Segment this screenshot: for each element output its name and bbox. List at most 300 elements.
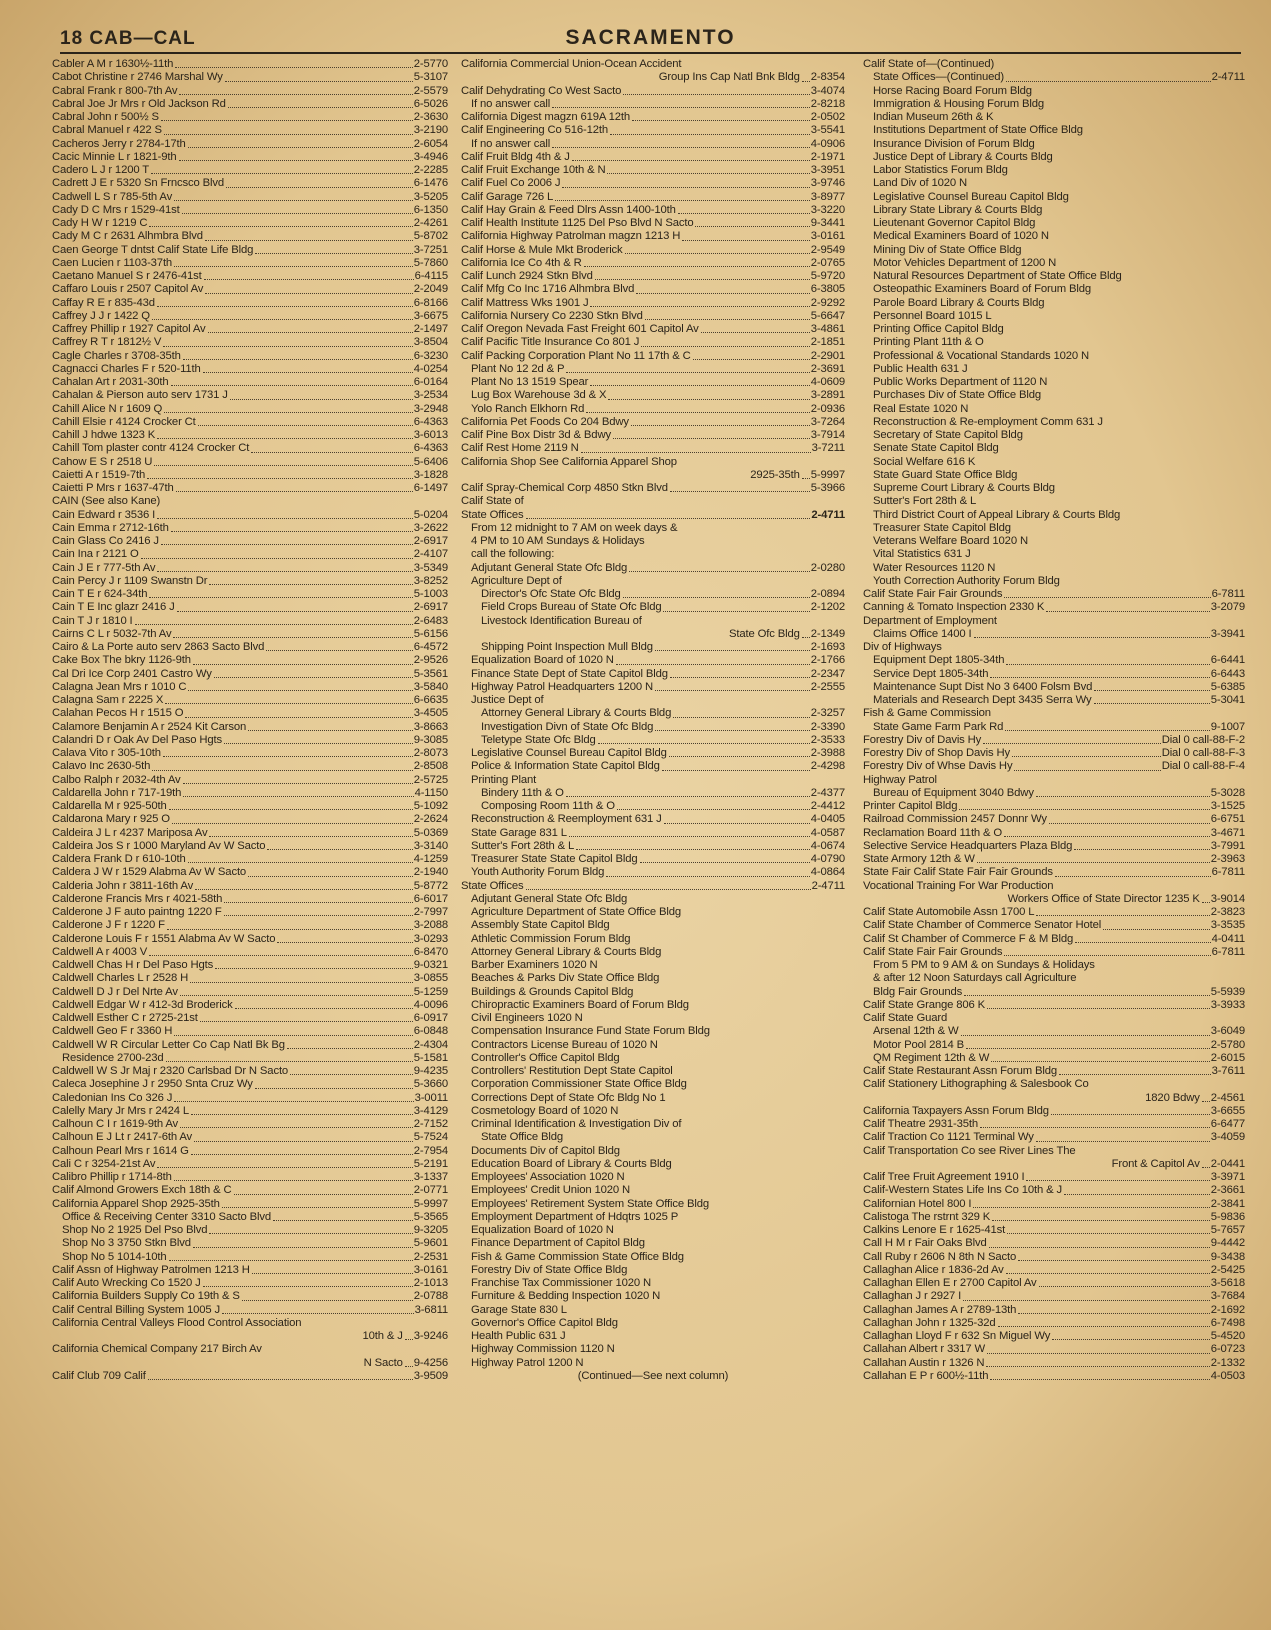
listing-heading: [863, 350, 1245, 363]
listing-name: Agriculture Dept of: [471, 574, 562, 587]
phone-number: 3-8663: [413, 720, 448, 733]
dot-leader: [664, 813, 810, 823]
listing-name: Caldarella John r 717-19th: [52, 786, 182, 799]
dot-leader: [248, 866, 413, 876]
listing-name: Medical Examiners Board of 1020 N: [873, 230, 1049, 243]
phone-number: 5-0369: [413, 826, 448, 839]
phone-number: 3-5205: [413, 190, 448, 203]
listing-entry: [52, 575, 448, 588]
listing-name: Claims Office 1400 I: [873, 627, 972, 640]
listing-name: Cacic Minnie L r 1821-9th: [52, 150, 177, 163]
listing-name: (Continued—See next column): [577, 1369, 729, 1382]
listing-entry: [863, 694, 1245, 707]
listing-entry: [461, 283, 845, 296]
listing-heading: [461, 456, 845, 469]
listing-entry: [52, 615, 448, 628]
listing-name: Beaches & Parks Div State Office Bldg: [471, 972, 660, 985]
listing-entry: [52, 1251, 448, 1264]
listing-name: Institutions Department of State Office Bldg: [873, 124, 1083, 137]
dot-leader: [566, 787, 810, 797]
listing-name: If no answer call: [471, 137, 551, 150]
listing-entry: [461, 85, 845, 98]
dot-leader: [980, 1118, 1210, 1128]
listing-name: Caldwell Esther C r 2725-21st: [52, 1012, 198, 1024]
listing-name: Garage State 830 L: [471, 1303, 567, 1316]
phone-number: 2-3630: [413, 111, 448, 123]
listing-heading: [863, 230, 1245, 243]
dot-leader: [1014, 760, 1160, 770]
phone-number: 2-4107: [413, 548, 448, 561]
phone-number: 2-3988: [810, 747, 845, 759]
phone-number: 6-4363: [413, 442, 448, 455]
listing-heading: [863, 959, 1245, 972]
phone-number: 2-3691: [810, 362, 845, 375]
listing-name: Caldwell D J r Del Nrte Av: [52, 985, 178, 998]
phone-number: 3-3220: [810, 203, 845, 216]
listing-entry: [461, 350, 845, 363]
phone-number: 2-2049: [413, 283, 448, 296]
listing-heading: [863, 403, 1245, 416]
listing-name: Veterans Welfare Board 1020 N: [873, 535, 1028, 547]
dot-leader: [194, 1131, 413, 1141]
dot-leader: [606, 866, 810, 876]
listing-name: Calif Oregon Nevada Fast Freight 601 Capitol Av: [461, 323, 699, 335]
listing-name: Cairns C L r 5032-7th Av: [52, 627, 172, 640]
listing-heading: [863, 522, 1245, 535]
listing-name: Calif Lunch 2924 Stkn Blvd: [461, 270, 593, 282]
listing-name: Cahill J hdwe 1323 K: [52, 429, 156, 441]
listing-heading: [461, 1343, 845, 1356]
dot-leader: [222, 1304, 414, 1314]
phone-number: 2-5725: [413, 773, 448, 786]
phone-number: 3-6049: [1210, 1025, 1245, 1038]
listing-name: Calif St Chamber of Commerce F & M Bldg: [863, 932, 1074, 945]
phone-number: 9-1007: [1210, 720, 1245, 733]
dot-leader: [1018, 1304, 1209, 1314]
dot-leader: [169, 800, 413, 810]
listing-name: Caldwell Charles L r 2528 H: [52, 972, 189, 985]
directory-column-1: [52, 58, 448, 1383]
listing-heading: [863, 389, 1245, 402]
phone-number: 2-9549: [810, 243, 845, 256]
dot-leader: [623, 85, 809, 95]
dot-leader: [226, 177, 413, 187]
listing-name: Police & Information State Capitol Bldg: [471, 760, 660, 773]
listing-entry: [52, 1184, 448, 1197]
listing-heading: [461, 972, 845, 985]
listing-name: Caledonian Ins Co 326 J: [52, 1091, 173, 1104]
listing-name: Calelly Mary Jr Mrs r 2424 L: [52, 1104, 190, 1117]
listing-name: Shop No 5 1014-10th: [62, 1250, 167, 1263]
phone-number: 3-4671: [1210, 826, 1245, 839]
listing-heading: [863, 641, 1245, 654]
listing-heading: [461, 1145, 845, 1158]
listing-name: Department of Employment: [863, 614, 997, 627]
listing-name: Water Resources 1120 N: [873, 561, 996, 574]
listing-entry: [461, 336, 845, 349]
dot-leader: [655, 641, 810, 651]
listing-entry: [52, 376, 448, 389]
listing-entry: [52, 972, 448, 985]
listing-entry: [461, 482, 845, 495]
listing-entry: [52, 403, 448, 416]
phone-number: 5-9601: [413, 1237, 448, 1250]
listing-heading: [863, 217, 1245, 230]
listing-heading: [863, 58, 1245, 71]
listing-name: Cabot Christine r 2746 Marshal Wy: [52, 71, 223, 84]
dot-leader: [1055, 866, 1211, 876]
phone-number: 2-4711: [811, 508, 845, 521]
listing-entry: [863, 1330, 1245, 1343]
listing-heading: [461, 1092, 845, 1105]
listing-name: Cabral Manuel r 422 S: [52, 124, 162, 137]
listing-name: Forestry Div of Whse Davis Hy: [863, 760, 1013, 773]
listing-entry: [52, 1025, 448, 1038]
listing-heading: [863, 323, 1245, 336]
listing-name: Cahill Tom plaster contr 4124 Crocker Ct: [52, 442, 250, 455]
listing-entry: [52, 1224, 448, 1237]
listing-name: Plant No 13 1519 Spear: [471, 376, 589, 388]
listing-entry: [461, 840, 845, 853]
listing-heading: [461, 1012, 845, 1025]
listing-entry: [461, 257, 845, 270]
listing-entry: [52, 1277, 448, 1290]
listing-name: Group Ins Cap Natl Bnk Bldg: [658, 71, 800, 84]
phone-number: 2-1349: [810, 627, 845, 640]
listing-name: Calif State Guard: [863, 1012, 948, 1024]
phone-number: 3-0011: [414, 1091, 448, 1104]
dot-leader: [405, 1330, 413, 1340]
dot-leader: [632, 111, 810, 121]
dot-leader: [1006, 1264, 1210, 1274]
listing-entry: [52, 800, 448, 813]
listing-entry: [461, 164, 845, 177]
listing-name: California Pet Foods Co 204 Bdwy: [461, 415, 629, 428]
listing-name: Calif State Chamber of Commerce Senator Hotel: [863, 919, 1102, 932]
listing-entry: [863, 1277, 1245, 1290]
listing-name: Calderia John r 3811-16th Av: [52, 879, 194, 892]
listing-name: Calif State Fair Fair Grounds: [863, 588, 1003, 600]
listing-name: Cady D C Mrs r 1529-41st: [52, 203, 180, 216]
phone-number: 3-2088: [413, 919, 448, 932]
listing-entry: [863, 628, 1245, 641]
listing-name: CAIN (See also Kane): [52, 495, 161, 508]
listing-entry: [863, 681, 1245, 694]
listing-entry: [863, 1105, 1245, 1118]
phone-number: 2-6917: [413, 535, 448, 547]
dot-leader: [193, 654, 413, 664]
dot-leader: [963, 1290, 1210, 1300]
phone-number: 2-1013: [413, 1277, 448, 1289]
dot-leader: [1005, 721, 1209, 731]
dot-leader: [1103, 919, 1210, 929]
listing-name: 10th & J: [362, 1330, 403, 1342]
listing-name: Attorney General Library & Courts Bldg: [471, 945, 662, 958]
listing-name: Cain T E Inc glazr 2416 J: [52, 601, 175, 614]
listing-name: Calif Mattress Wks 1901 J: [461, 296, 589, 309]
listing-heading: [461, 1158, 845, 1171]
listing-entry: [461, 111, 845, 124]
dot-leader: [183, 787, 413, 797]
phone-number: 3-5618: [1210, 1277, 1245, 1289]
listing-entry: [461, 853, 845, 866]
dot-leader: [230, 389, 413, 399]
listing-name: Caldeira Jos S r 1000 Maryland Av W Sacto: [52, 839, 266, 852]
listing-name: Justice Dept of: [471, 694, 544, 706]
listing-name: Calif Health Institute 1125 Del Pso Blvd N Sacto: [461, 217, 694, 229]
listing-name: Call Ruby r 2606 N 8th N Sacto: [863, 1250, 1017, 1263]
dot-leader: [1075, 933, 1210, 943]
dot-leader: [165, 694, 412, 704]
listing-name: Bindery 11th & O: [481, 786, 564, 799]
dot-leader: [1051, 1105, 1210, 1115]
phone-number: 2-9292: [810, 296, 845, 309]
listing-name: Fish & Game Commission State Office Bldg: [471, 1250, 684, 1263]
dot-leader: [641, 336, 809, 346]
phone-number: 2-7152: [413, 1118, 448, 1130]
listing-entry: [461, 880, 845, 893]
listing-entry: [52, 509, 448, 522]
listing-entry: [461, 98, 845, 111]
listing-name: Calkins Lenore E r 1625-41st: [863, 1224, 1006, 1236]
listing-name: Corporation Commissioner State Office Bldg: [471, 1078, 687, 1091]
listing-entry: [52, 1357, 448, 1370]
dot-leader: [167, 919, 413, 929]
listing-name: Natural Resources Department of State Office Bldg: [873, 270, 1122, 282]
listing-name: Calif State Restaurant Assn Forum Bldg: [863, 1065, 1057, 1077]
listing-entry: [52, 588, 448, 601]
listing-name: Caldwell Chas H r Del Paso Hgts: [52, 959, 214, 971]
phone-number: 6-6477: [1210, 1118, 1245, 1130]
listing-heading: [863, 244, 1245, 257]
listing-name: Athletic Commission Forum Bldg: [471, 932, 631, 945]
phone-number: 5-3966: [810, 482, 845, 494]
phone-number: 2-3963: [1210, 853, 1245, 865]
phone-number: 6-8166: [413, 296, 448, 309]
listing-heading: [863, 85, 1245, 98]
dot-leader: [228, 98, 413, 108]
listing-name: Callaghan Alice r 1836-2d Av: [863, 1263, 1004, 1276]
listing-entry: [461, 442, 845, 455]
listing-name: Cain Emma r 2712-16th: [52, 521, 169, 534]
phone-number: 2-5780: [1210, 1038, 1245, 1051]
listing-entry: [52, 760, 448, 773]
listing-entry: [52, 336, 448, 349]
listing-heading: [863, 416, 1245, 429]
listing-name: Calif Assn of Highway Patrolmen 1213 H: [52, 1263, 250, 1276]
listing-name: Caietti P Mrs r 1637-47th: [52, 482, 174, 494]
dot-leader: [964, 986, 1210, 996]
listing-entry: [52, 1211, 448, 1224]
listing-name: Calderone J F r 1220 F: [52, 919, 165, 932]
listing-name: Shop No 3 3750 Stkn Blvd: [62, 1237, 191, 1250]
listing-name: Cahalan Art r 2031-30th: [52, 376, 169, 388]
listing-name: Vocational Training For War Production: [863, 879, 1054, 892]
dot-leader: [195, 880, 413, 890]
listing-name: 1820 Bdwy: [1145, 1091, 1200, 1104]
listing-entry: [52, 853, 448, 866]
listing-name: Selective Service Headquarters Plaza Bldg: [863, 839, 1073, 852]
listing-name: Cadero L J r 1200 T: [52, 164, 149, 176]
phone-number: 6-1476: [413, 177, 448, 190]
listing-entry: [863, 747, 1245, 760]
listing-name: Callaghan Ellen E r 2700 Capitol Av: [863, 1277, 1037, 1289]
listing-name: California Commercial Union-Ocean Accident: [461, 58, 682, 70]
listing-entry: [863, 601, 1245, 614]
dot-leader: [164, 124, 413, 134]
phone-number: 5-7860: [413, 256, 448, 269]
listing-name: Investigation Divn of State Ofc Bldg: [481, 720, 654, 733]
dot-leader: [802, 469, 810, 479]
listing-name: Senate State Capitol Bldg: [873, 442, 999, 455]
phone-number: 3-6811: [414, 1303, 448, 1316]
listing-entry: [461, 588, 845, 601]
phone-number: 4-0674: [810, 839, 845, 852]
listing-name: Parole Board Library & Courts Bldg: [873, 296, 1045, 309]
listing-name: Cain Ina r 2121 O: [52, 548, 139, 561]
listing-name: Cahow E S r 2518 U: [52, 455, 153, 468]
listing-heading: [863, 310, 1245, 323]
phone-number: 3-3951: [810, 164, 845, 176]
listing-heading: [863, 336, 1245, 349]
listing-name: Assembly State Capitol Bldg: [471, 919, 610, 932]
listing-entry: [461, 297, 845, 310]
dot-leader: [576, 840, 810, 850]
phone-number: 4-0864: [810, 866, 845, 879]
listing-name: Third District Court of Appeal Library & Courts Bldg: [873, 508, 1121, 521]
dot-leader: [1046, 601, 1210, 611]
phone-number: 5-8772: [413, 879, 448, 892]
listing-name: Caldeira J L r 4237 Mariposa Av: [52, 826, 208, 839]
dot-leader: [147, 469, 413, 479]
dot-leader: [183, 350, 413, 360]
dot-leader: [182, 204, 413, 214]
dot-leader: [161, 111, 413, 121]
listing-name: Equalization Board of 1020 N: [471, 1224, 614, 1236]
listing-name: Cake Box The bkry 1126-9th: [52, 654, 191, 667]
listing-entry: [52, 562, 448, 575]
listing-name: Chiropractic Examiners Board of Forum Bldg: [471, 998, 689, 1011]
listing-name: Controllers' Restitution Dept State Capitol: [471, 1065, 673, 1077]
listing-name: Callahan Albert r 3317 W: [863, 1343, 985, 1356]
listing-name: Highway Patrol 1200 N: [471, 1356, 584, 1369]
dot-leader: [555, 191, 810, 201]
listing-heading: [461, 919, 845, 932]
dot-leader: [569, 827, 810, 837]
phone-number: 2-9526: [413, 654, 448, 667]
dot-leader: [566, 363, 809, 373]
listing-name: State Offices: [461, 508, 524, 521]
listing-entry: [863, 1343, 1245, 1356]
phone-number: 3-2534: [413, 389, 448, 402]
phone-number: 5-6406: [413, 455, 448, 468]
listing-name: Calif Hay Grain & Feed Dlrs Assn 1400-10th: [461, 203, 676, 216]
listing-name: Cabral Frank r 800-7th Av: [52, 84, 178, 97]
listing-name: Adjutant General State Ofc Bldg: [471, 561, 628, 574]
listing-name: Cady M C r 2631 Alhmbra Blvd: [52, 230, 203, 243]
phone-number: 3-9746: [810, 177, 845, 190]
dot-leader: [152, 310, 413, 320]
phone-number: 2-7954: [413, 1144, 448, 1157]
phone-number: 2-8218: [810, 97, 845, 110]
listing-heading: [863, 456, 1245, 469]
phone-number: 6-6441: [1210, 654, 1245, 667]
listing-name: Reconstruction & Re-employment Comm 631 J: [873, 415, 1103, 428]
phone-number: 4-0096: [413, 998, 448, 1011]
listing-heading: [863, 376, 1245, 389]
listing-entry: [461, 734, 845, 747]
listing-entry: [461, 270, 845, 283]
listing-entry: [52, 58, 448, 71]
listing-entry: [863, 654, 1245, 667]
listing-entry: [461, 601, 845, 614]
dot-leader: [1007, 1224, 1210, 1234]
listing-heading: [461, 1251, 845, 1264]
listing-entry: [461, 429, 845, 442]
listing-name: Caldwell Edgar W r 412-3d Broderick: [52, 998, 233, 1011]
listing-name: Sutter's Fort 28th & L: [471, 839, 575, 852]
listing-name: Cain Glass Co 2416 J: [52, 535, 159, 547]
directory-column-2: [461, 58, 845, 1383]
listing-name: Employees' Retirement System State Office Bldg: [471, 1197, 710, 1210]
phone-number: 4-0405: [810, 813, 845, 826]
phone-number: 5-9836: [1210, 1210, 1245, 1223]
dot-leader: [1202, 893, 1210, 903]
listing-heading: [461, 615, 845, 628]
listing-heading: [863, 615, 1245, 628]
listing-name: Cahill Elsie r 4124 Crocker Ct: [52, 415, 196, 428]
phone-number: 5-6156: [413, 627, 448, 640]
listing-entry: [52, 1105, 448, 1118]
phone-number: 3-7684: [1210, 1290, 1245, 1303]
listing-name: Californian Hotel 800 I: [863, 1197, 972, 1210]
listing-heading: [863, 1078, 1245, 1091]
phone-number: Dial 0 call-88-F-4: [1161, 760, 1245, 773]
listing-name: Calif Mfg Co Inc 1716 Alhmbra Blvd: [461, 283, 635, 296]
listing-name: Cain Edward r 3536 I: [52, 508, 156, 521]
listing-name: Corrections Dept of State Ofc Bldg No 1: [471, 1091, 666, 1104]
listing-heading: [863, 151, 1245, 164]
phone-number: 5-3660: [413, 1078, 448, 1091]
listing-name: Barber Examiners 1020 N: [471, 959, 598, 971]
listing-name: Caldera J W r 1529 Alabma Av W Sacto: [52, 866, 247, 879]
listing-name: Calif Almond Growers Exch 18th & C: [52, 1184, 232, 1197]
listing-entry: [52, 1370, 448, 1383]
dot-leader: [990, 1370, 1209, 1380]
listing-entry: [52, 1304, 448, 1317]
dot-leader: [188, 138, 413, 148]
listing-name: California Nursery Co 2230 Stkn Blvd: [461, 309, 643, 322]
listing-entry: [52, 747, 448, 760]
listing-name: Bldg Fair Grounds: [873, 985, 963, 998]
dot-leader: [598, 734, 810, 744]
listing-heading: [863, 469, 1245, 482]
listing-entry: [52, 827, 448, 840]
listing-entry: [863, 1118, 1245, 1131]
dot-leader: [562, 177, 809, 187]
phone-number: 2-4304: [413, 1038, 448, 1051]
listing-entry: [461, 787, 845, 800]
listing-heading: [461, 1184, 845, 1197]
phone-number: 5-8702: [413, 230, 448, 243]
phone-number: 5-9997: [810, 468, 845, 481]
dot-leader: [625, 244, 810, 254]
listing-name: Adjutant General State Ofc Bldg: [471, 892, 628, 905]
listing-entry: [52, 310, 448, 323]
listing-name: Secretary of State Capitol Bldg: [873, 429, 1023, 441]
dot-leader: [991, 1052, 1209, 1062]
dot-leader: [673, 707, 810, 717]
